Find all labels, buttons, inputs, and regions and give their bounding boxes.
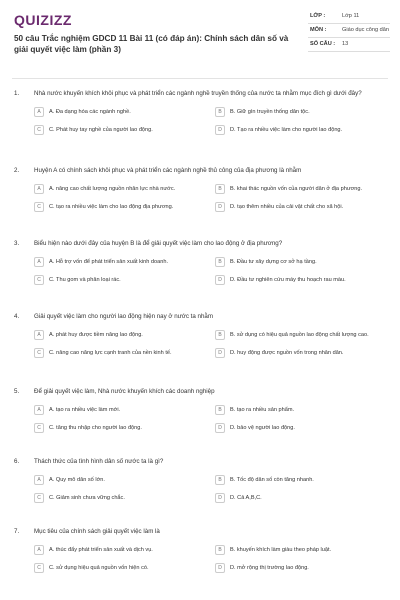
option-letter: B xyxy=(215,405,225,415)
option-letter: C xyxy=(34,563,44,573)
option-d[interactable] xyxy=(215,422,388,434)
question-text: Giải quyết việc làm cho người lao động hiện nay ở nước ta nhằm xyxy=(34,313,214,320)
options-grid xyxy=(14,474,388,504)
question-number: 7. xyxy=(14,528,20,535)
header-divider xyxy=(12,78,388,79)
option-letter: A xyxy=(34,545,44,555)
option-letter: A xyxy=(34,475,44,485)
option-a[interactable] xyxy=(34,183,207,195)
option-c[interactable] xyxy=(34,124,207,136)
option-text: C. sử dụng hiệu quả nguồn vốn hiện có. xyxy=(49,564,149,571)
option-d[interactable] xyxy=(215,562,388,574)
option-c[interactable] xyxy=(34,347,207,359)
question-4 xyxy=(14,313,388,359)
question-text: Mục tiêu của chính sách giải quyết việc làm là xyxy=(34,528,160,535)
option-d[interactable] xyxy=(215,347,388,359)
meta-label: LỚP : xyxy=(310,13,326,19)
question-6 xyxy=(14,458,388,504)
meta-row-class xyxy=(308,10,390,24)
option-text: A. Hỗ trợ vốn để phát triển sản xuất kinh doanh. xyxy=(49,258,169,265)
option-b[interactable] xyxy=(215,329,388,341)
option-letter: B xyxy=(215,184,225,194)
worksheet-header xyxy=(0,0,400,72)
question-3 xyxy=(14,240,388,286)
options-grid xyxy=(14,544,388,574)
option-b[interactable] xyxy=(215,106,388,118)
option-letter: B xyxy=(215,475,225,485)
question-text: Nhà nước khuyến khích khôi phục và phát triển các ngành nghề truyền thống của nước ta nhằm mục đích gì dưới đây? xyxy=(34,90,362,97)
question-number: 3. xyxy=(14,240,20,247)
option-letter: B xyxy=(215,545,225,555)
question-number: 6. xyxy=(14,458,20,465)
question-text: Huyện A có chính sách khôi phục và phát triển các ngành nghề thủ công của địa phương là nhằm xyxy=(34,167,302,174)
option-letter: A xyxy=(34,257,44,267)
option-letter: B xyxy=(215,257,225,267)
option-letter: C xyxy=(34,423,44,433)
option-letter: A xyxy=(34,330,44,340)
option-d[interactable] xyxy=(215,124,388,136)
question-5 xyxy=(14,388,388,434)
option-text: D. Cả A,B,C. xyxy=(230,494,262,501)
question-number: 5. xyxy=(14,388,20,395)
options-grid xyxy=(14,404,388,434)
option-text: D. Tạo ra nhiều việc làm cho người lao động. xyxy=(230,126,343,133)
option-c[interactable] xyxy=(34,201,207,213)
option-a[interactable] xyxy=(34,106,207,118)
option-text: D. tạo thêm nhiều của cải vật chất cho xã hội. xyxy=(230,203,344,210)
meta-value: Giáo dục công dân xyxy=(342,27,389,33)
option-text: B. Giữ gìn truyền thống dân tộc. xyxy=(230,108,310,115)
option-text: C. Giảm sinh chưa vững chắc. xyxy=(49,494,125,501)
option-text: B. khuyến khích làm giàu theo pháp luật. xyxy=(230,546,332,553)
option-letter: A xyxy=(34,405,44,415)
option-letter: A xyxy=(34,184,44,194)
option-b[interactable] xyxy=(215,404,388,416)
meta-row-count xyxy=(308,38,390,52)
option-d[interactable] xyxy=(215,274,388,286)
question-7 xyxy=(14,528,388,574)
option-letter: C xyxy=(34,348,44,358)
option-text: B. tạo ra nhiều sản phẩm. xyxy=(230,406,295,413)
option-b[interactable] xyxy=(215,474,388,486)
option-text: A. thúc đẩy phát triển sản xuất và dịch vụ. xyxy=(49,546,153,553)
question-number: 2. xyxy=(14,167,20,174)
option-a[interactable] xyxy=(34,474,207,486)
option-b[interactable] xyxy=(215,183,388,195)
option-text: C. nâng cao năng lực cạnh tranh của nền kinh tế. xyxy=(49,349,172,356)
option-a[interactable] xyxy=(34,256,207,268)
quizizz-logo: QUIZIZZ xyxy=(14,12,72,28)
option-d[interactable] xyxy=(215,492,388,504)
meta-label: MÔN : xyxy=(310,27,327,33)
meta-row-subject xyxy=(308,24,390,38)
option-text: A. Đa dạng hóa các ngành nghề. xyxy=(49,108,131,115)
question-1 xyxy=(14,90,388,136)
option-a[interactable] xyxy=(34,329,207,341)
option-b[interactable] xyxy=(215,544,388,556)
option-letter: D xyxy=(215,348,225,358)
option-text: D. huy động được nguồn vốn trong nhân dân. xyxy=(230,349,344,356)
option-letter: D xyxy=(215,202,225,212)
option-a[interactable] xyxy=(34,544,207,556)
option-letter: B xyxy=(215,107,225,117)
option-a[interactable] xyxy=(34,404,207,416)
options-grid xyxy=(14,183,388,213)
question-text: Thách thức của tình hình dân số nước ta là gì? xyxy=(34,458,164,465)
option-letter: D xyxy=(215,493,225,503)
option-letter: D xyxy=(215,275,225,285)
option-letter: C xyxy=(34,275,44,285)
meta-value: Lớp 11 xyxy=(342,13,360,19)
option-text: C. tạo ra nhiều việc làm cho lao động địa phương. xyxy=(49,203,174,210)
options-grid xyxy=(14,106,388,136)
worksheet-title: 50 câu Trắc nghiệm GDCD 11 Bài 11 (có đáp án): Chính sách dân số và giải quyết việc làm (phần 3) xyxy=(14,34,289,54)
option-text: A. nâng cao chất lượng nguồn nhân lực nhà nước. xyxy=(49,185,176,192)
option-d[interactable] xyxy=(215,201,388,213)
option-text: C. tăng thu nhập cho người lao động. xyxy=(49,424,142,431)
option-text: B. sử dụng có hiệu quả nguồn lao động chất lượng cao. xyxy=(230,331,369,338)
option-letter: D xyxy=(215,125,225,135)
option-text: B. Đầu tư xây dựng cơ sở hạ tầng. xyxy=(230,258,317,265)
question-text: Biểu hiện nào dưới đây của huyện B là để giải quyết việc làm cho lao động ở địa phương? xyxy=(34,240,283,247)
option-text: A. phát huy được tiềm năng lao động. xyxy=(49,331,143,338)
option-text: A. tạo ra nhiều việc làm mới. xyxy=(49,406,121,413)
option-letter: D xyxy=(215,563,225,573)
option-text: C. Thu gom và phân loại rác. xyxy=(49,276,121,283)
options-grid xyxy=(14,329,388,359)
option-text: B. Tốc độ dân số còn tăng nhanh. xyxy=(230,476,314,483)
meta-panel xyxy=(308,10,390,52)
option-letter: B xyxy=(215,330,225,340)
option-letter: D xyxy=(215,423,225,433)
option-text: D. Đầu tư nghiên cứu máy thu hoạch rau màu. xyxy=(230,276,346,283)
option-c[interactable] xyxy=(34,562,207,574)
option-c[interactable] xyxy=(34,422,207,434)
meta-label: SỐ CÂU : xyxy=(310,41,336,47)
option-text: D. mở rộng thị trường lao động. xyxy=(230,564,309,571)
option-b[interactable] xyxy=(215,256,388,268)
option-c[interactable] xyxy=(34,274,207,286)
option-text: D. bảo vệ người lao động. xyxy=(230,424,295,431)
question-text: Để giải quyết việc làm, Nhà nước khuyến khích các doanh nghiệp xyxy=(34,388,215,395)
options-grid xyxy=(14,256,388,286)
option-text: A. Quy mô dân số lớn. xyxy=(49,476,105,483)
question-2 xyxy=(14,167,388,213)
option-text: B. khai thác nguồn vốn của người dân ở địa phương. xyxy=(230,185,363,192)
meta-value: 13 xyxy=(342,41,349,47)
option-text: C. Phát huy tay nghề của người lao động. xyxy=(49,126,153,133)
option-letter: A xyxy=(34,107,44,117)
option-letter: C xyxy=(34,493,44,503)
option-letter: C xyxy=(34,202,44,212)
option-letter: C xyxy=(34,125,44,135)
question-number: 4. xyxy=(14,313,20,320)
option-c[interactable] xyxy=(34,492,207,504)
question-number: 1. xyxy=(14,90,20,97)
